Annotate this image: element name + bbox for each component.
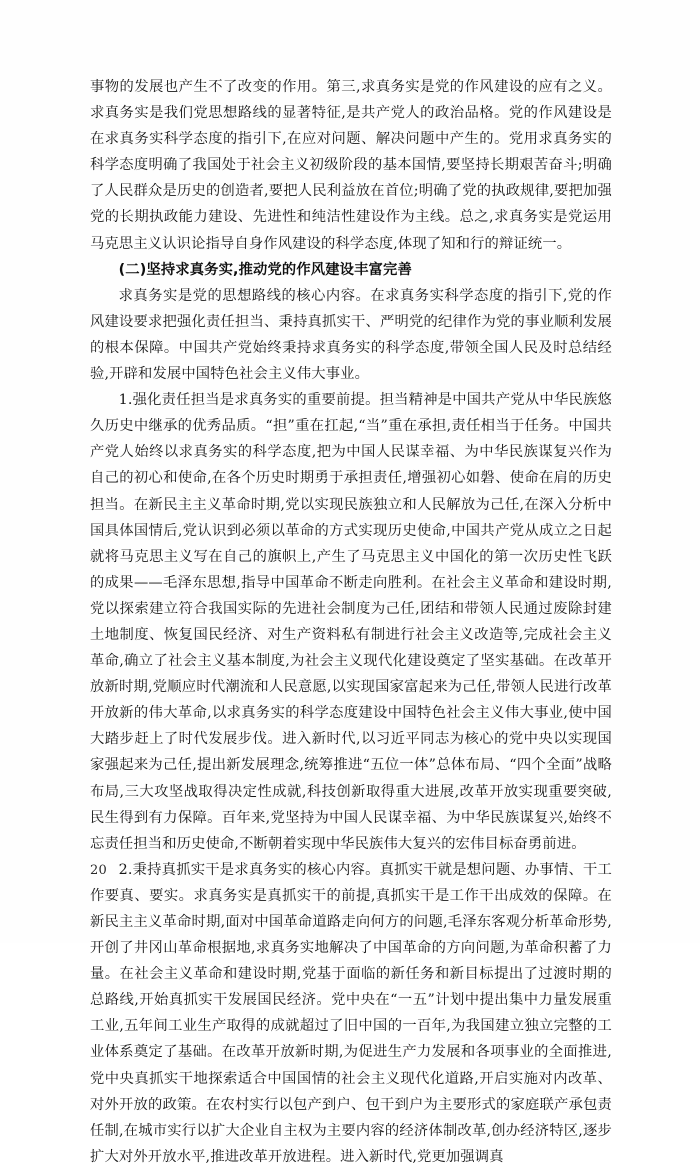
paragraph-numbered-item-1: 1.强化责任担当是求真务实的重要前提。担当精神是中国共产党从中华民族悠久历史中继承的优秀品质。“担”重在扛起,“当”重在承担,责任相当于任务。中国共产党人始终以求真务实的科学态度,把为中国人民谋幸福、为中华民族谋复兴作为自己的初心和使命,在各个历史时期勇于承担责任,增强初心如磐、使命在肩的历史担当。在新民主主义革命时期,党以实现民族独立和人民解放为己任,在深入分析中国具体国情后,党认识到必须以革命的方式实现历史使命,中国共产党从成立之日起就将马克思主义写在自己的旗帜上,产生了马克思主义中国化的第一次历史性飞跃的成果——毛泽东思想,指导中国革命不断走向胜利。在社会主义革命和建设时期,党以探索建立符合我国实际的先进社会制度为己任,团结和带领人民通过废除封建土地制度、恢复国民经济、对生产资料私有制进行社会主义改造等,完成社会主义革命,确立了社会主义基本制度,为社会主义现代化建设奠定了坚实基础。在改革开放新时期,党顺应时代潮流和人民意愿,以实现国家富起来为己任,带领人民进行改革开放新的伟大革命,以求真务实的科学态度建设中国特色社会主义伟大事业,使中国大踏步赶上了时代发展步伐。进入新时代,以习近平同志为核心的党中央以实现国家强起来为己任,提出新发展理念,统筹推进“五位一体”总体布局、“四个全面”战略布局,三大攻坚战取得决定性成就,科技创新取得重大进展,改革开放实现重要突破,民生得到有力保障。百年来,党坚持为中国人民谋幸福、为中华民族谋复兴,始终不忘责任担当和历史使命,不断朝着实现中华民族伟大复兴的宏伟目标奋勇前进。 [90,392,612,852]
paragraph-numbered-item-2: 2.秉持真抓实干是求真务实的核心内容。真抓实干就是想问题、办事情、干工作要真、要实。求真务实是真抓实干的前提,真抓实干是工作干出成效的保障。在新民主主义革命时期,面对中国革命道路走向何方的问题,毛泽东客观分析革命形势,开创了井冈山革命根据地,求真务实地解决了中国革命的方向问题,为革命积蓄了力量。在社会主义革命和建设时期,党基于面临的新任务和新目标提出了过渡时期的总路线,开始真抓实干发展国民经济。党中央在“一五”计划中提出集中力量发展重工业,五年间工业生产取得的成就超过了旧中国的一百年,为我国建立独立完整的工业体系奠定了基础。在改革开放新时期,为促进生产力发展和各项事业的全面推进,党中央真抓实干地探索适合中国国情的社会主义现代化道路,开启实施对内改革、对外开放的政策。在农村实行以包产到户、包干到户为主要形式的家庭联产承包责任制,在城市实行以扩大企业自主权为主要内容的经济体制改革,创办经济特区,逐步扩大对外开放水平,推进改革开放进程。进入新时代,党更加强调真 [90,861,612,1165]
section-heading-two: (二)坚持求真务实,推动党的作风建设丰富完善 [118,261,412,278]
paragraph-section-intro: 求真务实是党的思想路线的核心内容。在求真务实科学态度的指引下,党的作风建设要求把强化责任担当、秉持真抓实干、严明党的纪律作为党的事业顺利发展的根本保障。中国共产党始终秉持求真务实的科学态度,带领全国人民及时总结经验,开辟和发展中国特色社会主义伟大事业。 [90,287,612,383]
paragraph-continued-from-previous-page: 事物的发展也产生不了改变的作用。第三,求真务实是党的作风建设的应有之义。求真务实是我们党思想路线的显著特征,是共产党人的政治品格。党的作风建设是在求真务实科学态度的指引下,在应对问题、解决问题中产生的。党用求真务实的科学态度明确了我国处于社会主义初级阶段的基本国情,要坚持长期艰苦奋斗;明确了人民群众是历史的创造者,要把人民利益放在首位;明确了党的执政规律,要把加强党的长期执政能力建设、先进性和纯洁性建设作为主线。总之,求真务实是党运用马克思主义认识论指导自身作风建设的科学态度,体现了知和行的辩证统一。 [90,79,612,252]
page-text-body [90,74,612,1170]
page-number: 20 [90,863,108,878]
